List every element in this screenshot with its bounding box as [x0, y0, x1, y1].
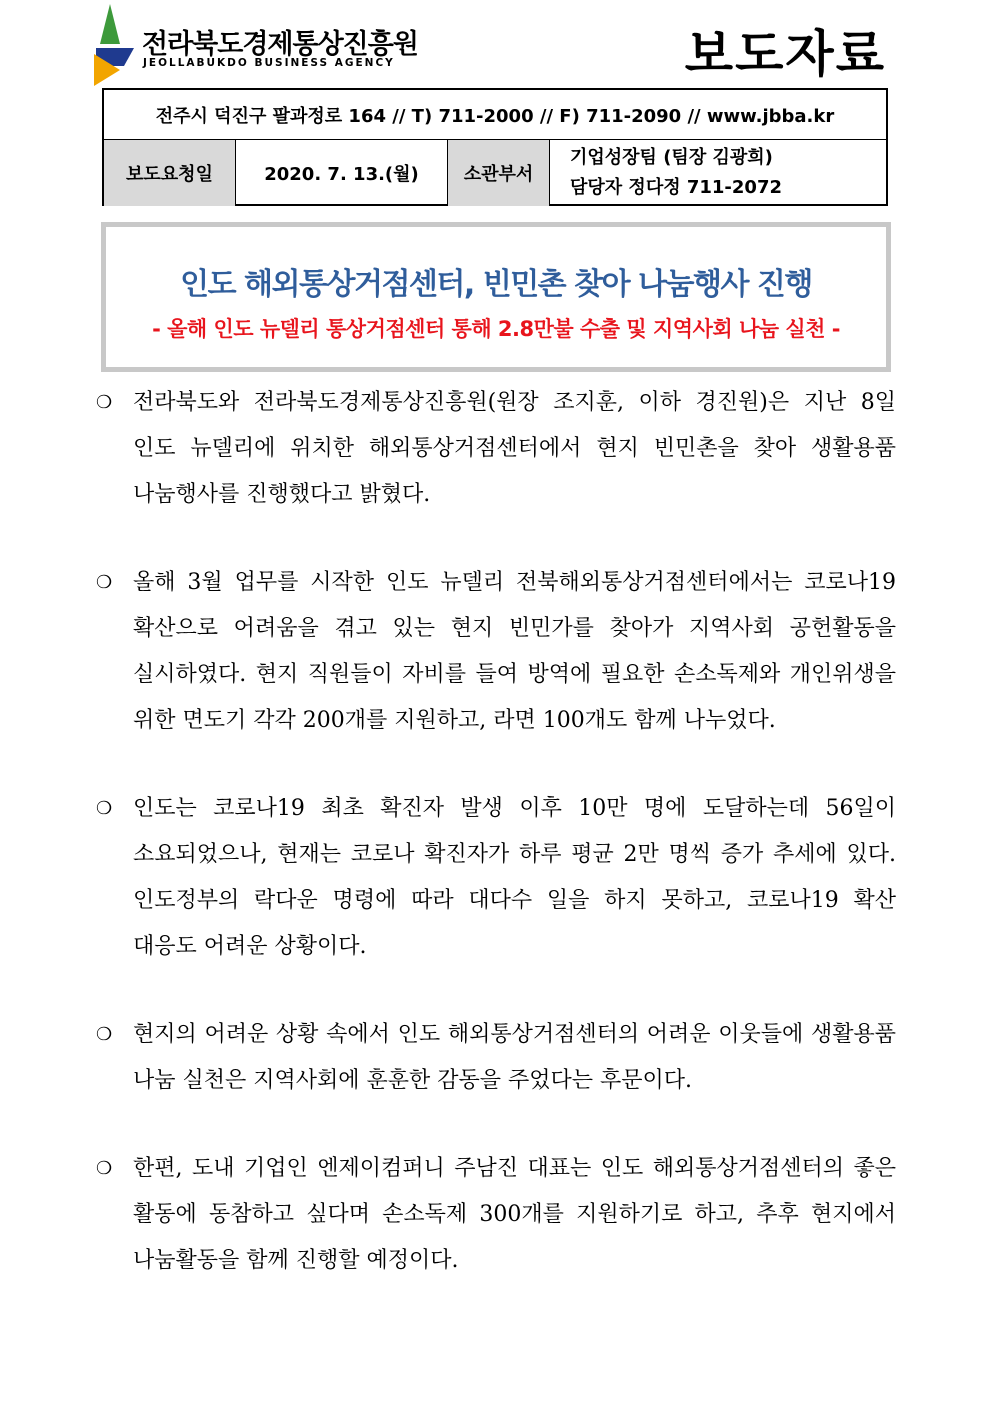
headline-subtitle: - 올해 인도 뉴델리 통상거점센터 통해 2.8만불 수출 및 지역사회 나눔 실천 - [152, 317, 840, 341]
paragraph-2: ❍ 올해 3월 업무를 시작한 인도 뉴델리 전북해외통상거점센터에서는 코로나19 확산으로 어려움을 겪고 있는 현지 빈민가를 찾아가 지역사회 공헌활동을 실시하였다. 현지 직원들이 자비를 들여 방역에 필요한 손소독제와 개인위생을 위한 면도기 각각 200개를 지원하고, 라면 100개도 함께 나누었다. [96, 560, 896, 744]
headline-box [101, 222, 891, 372]
org-name-en: JEOLLABUKDO BUSINESS AGENCY [143, 57, 395, 69]
department-info [550, 140, 886, 206]
headline-title: 인도 해외통상거점센터, 빈민촌 찾아 나눔행사 진행 [180, 267, 812, 302]
bullet-circle-icon: ❍ [96, 798, 113, 819]
org-name-ko: 전라북도경제통상진흥원 [142, 29, 418, 60]
paragraph-1: ❍ 전라북도와 전라북도경제통상진흥원(원장 조지훈, 이하 경진원)은 지난 8일 인도 뉴델리에 위치한 해외통상거점센터에서 현지 빈민촌을 찾아 생활용품 나눔행사를 진행했다고 밝혔다. [96, 380, 896, 518]
bullet-circle-icon: ❍ [96, 1158, 113, 1179]
paragraph-4: ❍ 현지의 어려운 상황 속에서 인도 해외통상거점센터의 어려운 이웃들에 생활용품 나눔 실천은 지역사회에 훈훈한 감동을 주었다는 후문이다. [96, 1012, 896, 1104]
agency-logo-icon [94, 4, 134, 86]
paragraph-3: ❍ 인도는 코로나19 최초 확진자 발생 이후 10만 명에 도달하는데 56일이 소요되었으나, 현재는 코로나 확진자가 하루 평균 2만 명씩 증가 추세에 있다. 인도정부의 락다운 명령에 따라 대다수 일을 하지 못하고, 코로나19 확산 대응도 어려운 상황이다. [96, 786, 896, 970]
doc-type-title: 보도자료 [684, 25, 886, 83]
paragraph-5: ❍ 한편, 도내 기업인 엔제이컴퍼니 주남진 대표는 인도 해외통상거점센터의 좋은 활동에 동참하고 싶다며 손소독제 300개를 지원하기로 하고, 추후 현지에서 나눔활동을 함께 진행할 예정이다. [96, 1146, 896, 1284]
department-label: 소관부서 [448, 140, 550, 206]
department-line1: 기업성장팀 (팀장 김광희) [570, 147, 773, 168]
article-body [96, 380, 896, 1326]
request-date: 2020. 7. 13.(월) [236, 140, 448, 206]
bullet-circle-icon: ❍ [96, 1024, 113, 1045]
info-table [102, 88, 888, 206]
contact-line: 전주시 덕진구 팔과정로 164 // T) 711-2000 // F) 711-2090 // www.jbba.kr [104, 90, 886, 140]
request-date-label: 보도요청일 [104, 140, 236, 206]
bullet-circle-icon: ❍ [96, 392, 113, 413]
department-line2: 담당자 정다정 711-2072 [570, 177, 783, 198]
bullet-circle-icon: ❍ [96, 572, 113, 593]
